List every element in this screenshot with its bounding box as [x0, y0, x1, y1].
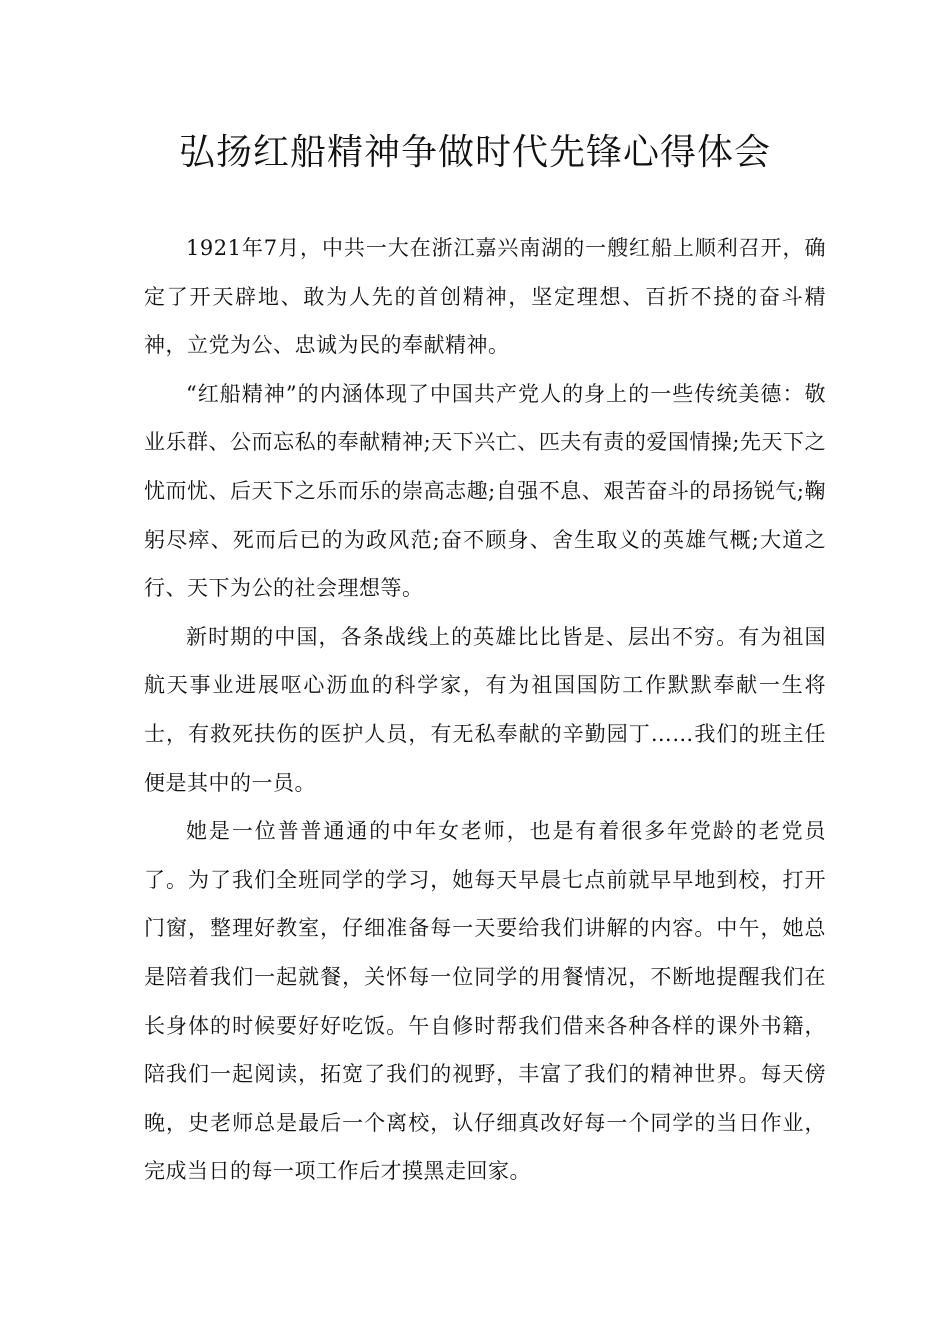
document-title: 弘扬红船精神争做时代先锋心得体会: [178, 132, 771, 173]
paragraph-3: 新时期的中国，各条战线上的英雄比比皆是、层出不穷。有为祖国航天事业进展呕心沥血的科学家，有为祖国国防工作默默奉献一生将士，有救死扶伤的医护人员，有无私奉献的辛勤园丁……我们的班主任便是其中的一员。: [144, 624, 826, 795]
document-body: [144, 224, 826, 1196]
paragraph-4: 她是一位普普通通的中年女老师，也是有着很多年党龄的老党员了。为了我们全班同学的学习，她每天早晨七点前就早早地到校，打开门窗，整理好教室，仔细准备每一天要给我们讲解的内容。中午，她总是陪着我们一起就餐，关怀每一位同学的用餐情况，不断地提醒我们在长身体的时候要好好吃饭。午自修时帮我们借来各种各样的课外书籍，陪我们一起阅读，拓宽了我们的视野，丰富了我们的精神世界。每天傍晚，史老师总是最后一个离校，认仔细真改好每一个同学的当日作业，完成当日的每一项工作后才摸黑走回家。: [144, 819, 826, 1184]
paragraph-1: 1921年7月，中共一大在浙江嘉兴南湖的一艘红船上顺利召开，确定了开天辟地、敢为人先的首创精神，坚定理想、百折不挠的奋斗精神，立党为公、忠诚为民的奉献精神。: [144, 236, 826, 358]
paragraph-2: “红船精神”的内涵体现了中国共产党人的身上的一些传统美德：敬业乐群、公而忘私的奉献精神;天下兴亡、匹夫有责的爱国情操;先天下之忧而忧、后天下之乐而乐的崇高志趣;自强不息、艰苦奋斗的昂扬锐气;鞠躬尽瘁、死而后已的为政风范;奋不顾身、舍生取义的英雄气概;大道之行、天下为公的社会理想等。: [144, 381, 826, 601]
